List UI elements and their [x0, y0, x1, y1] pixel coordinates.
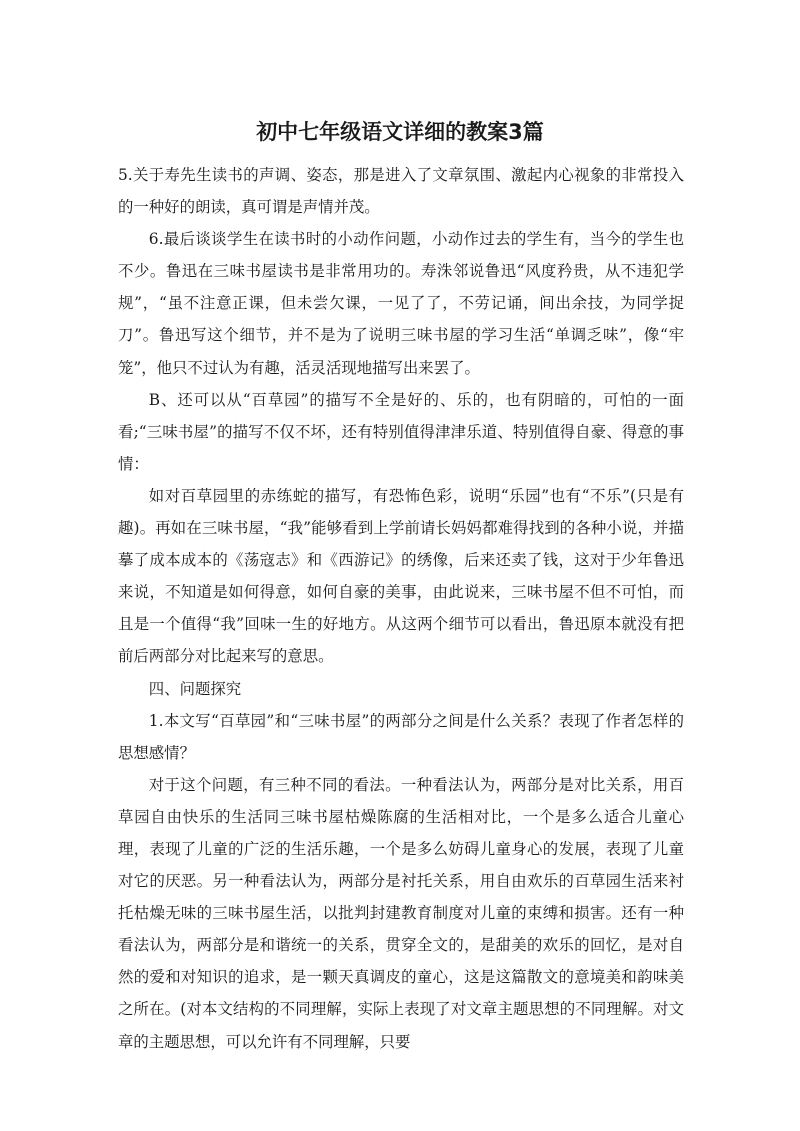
paragraph: 6.最后谈谈学生在读书时的小动作问题，小动作过去的学生有，当今的学生也不少。鲁迅在三味书屋读书是非常用功的。寿洙邻说鲁迅“风度矜贵，从不违犯学规”，“虽不注意正课，但未尝欠课，一见了了，不劳记诵，间出余技，为同学捉刀”。鲁迅写这个细节，并不是为了说明三味书屋的学习生活“单调乏味”，像“牢笼”，他只不过认为有趣，活灵活现地描写出来罢了。 — [118, 230, 684, 377]
paragraph: B、还可以从“百草园”的描写不全是好的、乐的，也有阴暗的，可怕的一面看;“三味书屋”的描写不仅不坏，还有特别值得津津乐道、特别值得自豪、得意的事情： — [118, 390, 684, 473]
paragraph: 5.关于寿先生读书的声调、姿态，那是进入了文章氛围、激起内心视象的非常投入的一种好的朗读，真可谓是声情并茂。 — [118, 166, 684, 217]
paragraph: 对于这个问题，有三种不同的看法。一种看法认为，两部分是对比关系，用百草园自由快乐的生活同三味书屋枯燥陈腐的生活相对比，一个是多么适合儿童心理，表现了儿童的广泛的生活乐趣，一个是多么妨碍儿童身心的发展，表现了儿童对它的厌恶。另一种看法认为，两部分是衬托关系，用自由欢乐的百草园生活来衬托枯燥无味的三味书屋生活，以批判封建教育制度对儿童的束缚和损害。还有一种看法认为，两部分是和谐统一的关系，贯穿全文的，是甜美的欢乐的回忆，是对自然的爱和对知识的追求，是一颗天真调皮的童心，这是这篇散文的意境美和韵味美之所在。(对本文结构的不同理解，实际上表现了对文章主题思想的不同理解。对文章的主题思想，可以允许有不同理解，只要 — [118, 775, 684, 1051]
document-body — [118, 159, 684, 1058]
document-title: 初中七年级语文详细的教案3篇 — [256, 120, 544, 144]
paragraph: 如对百草园里的赤练蛇的描写，有恐怖色彩，说明“乐园”也有“不乐”(只是有趣)。再如在三味书屋，“我”能够看到上学前请长妈妈都难得找到的各种小说，并描摹了成本成本的《荡寇志》和《西游记》的绣像，后来还卖了钱，这对于少年鲁迅来说，不知道是如何得意，如何自豪的美事，由此说来，三味书屋不但不可怕，而且是一个值得“我”回味一生的好地方。从这两个细节可以看出，鲁迅原本就没有把前后两部分对比起来写的意思。 — [118, 486, 684, 666]
paragraph: 1.本文写“百草园”和“三味书屋”的两部分之间是什么关系？表现了作者怎样的思想感情？ — [118, 711, 684, 762]
section-heading: 四、问题探究 — [148, 679, 242, 698]
